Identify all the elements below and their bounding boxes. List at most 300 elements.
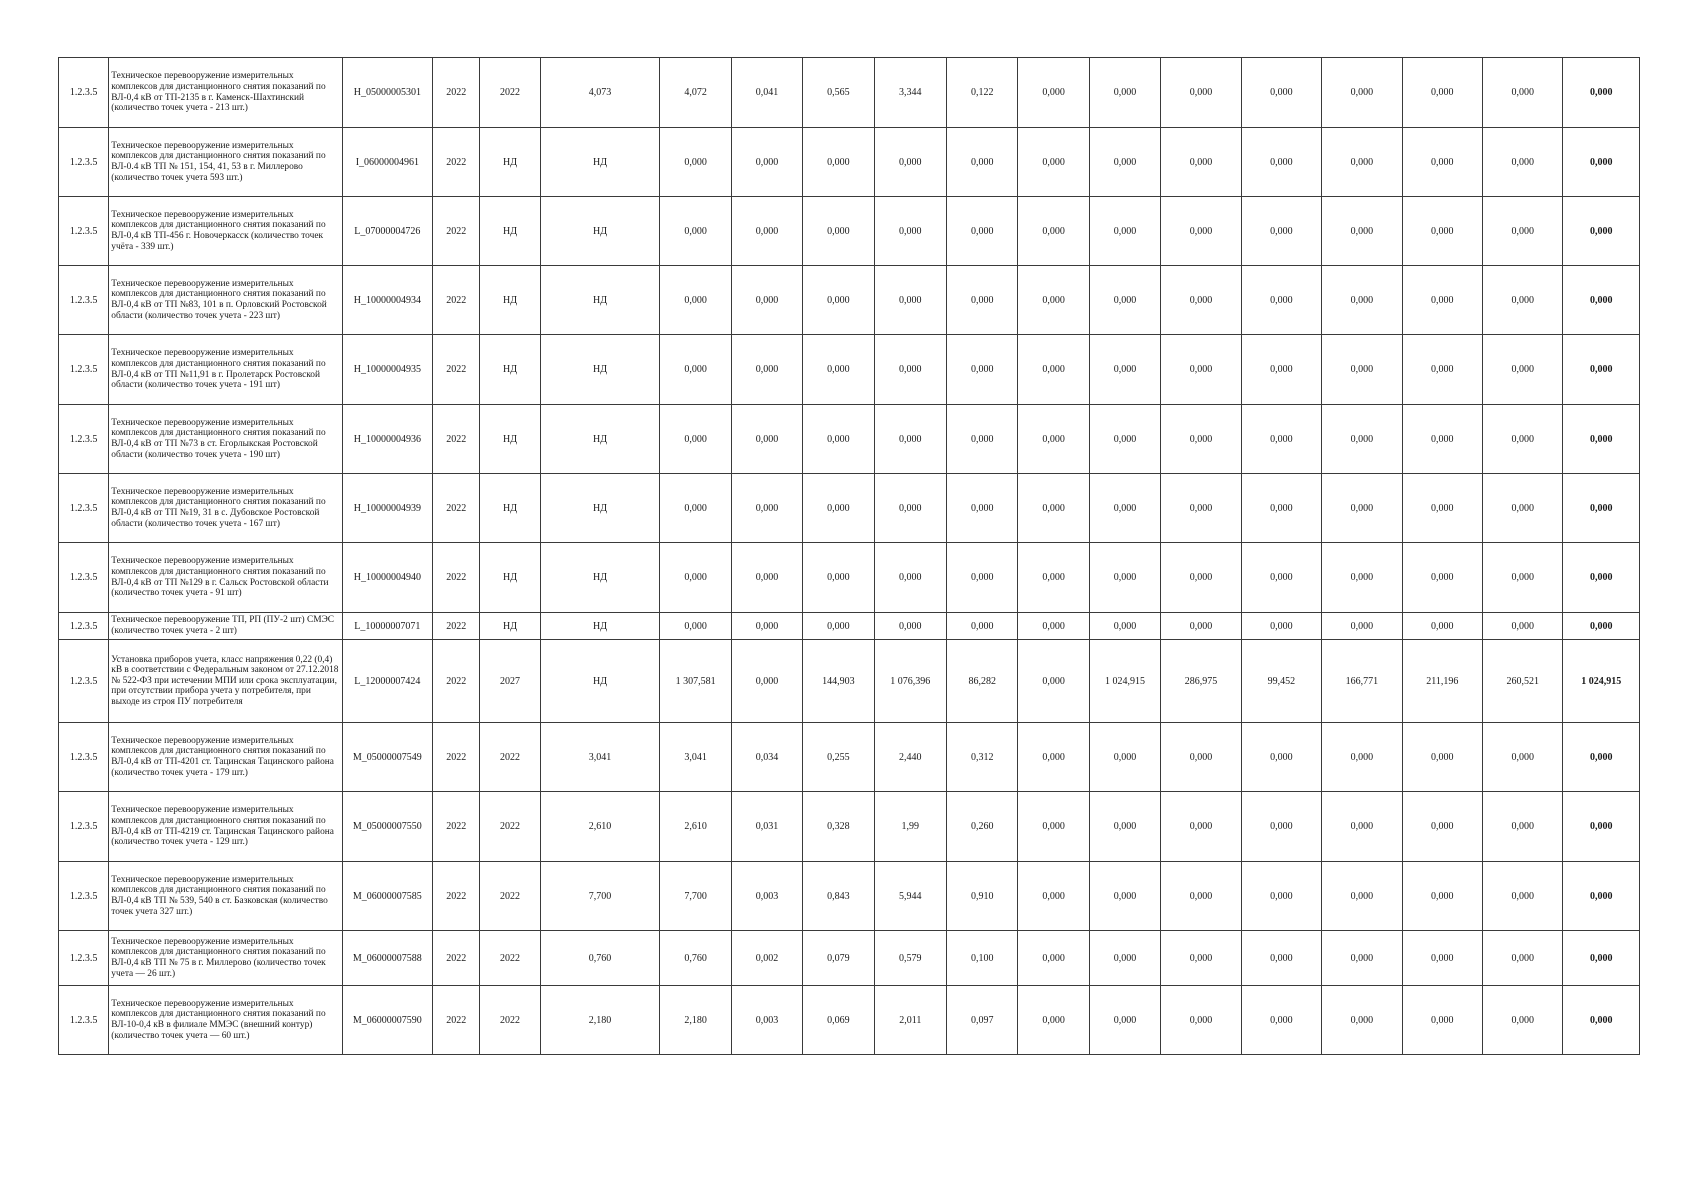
value-cell: 0,000: [1018, 792, 1089, 862]
value-cell: 0,000: [1089, 197, 1160, 266]
value-cell: 0,000: [947, 197, 1018, 266]
table-row: [59, 543, 1640, 613]
value-cell: 0,000: [874, 266, 946, 335]
table-row: [59, 405, 1640, 474]
value-cell: 0,000: [731, 474, 802, 543]
value-cell: 0,000: [1483, 723, 1563, 792]
total-cell: 0,000: [1563, 613, 1640, 640]
value-cell: 0,000: [1402, 197, 1482, 266]
total-cell: 0,000: [1563, 723, 1640, 792]
value-cell: 0,000: [1161, 931, 1241, 986]
value-cell: 0,000: [731, 128, 802, 197]
value-cell: 0,000: [1089, 405, 1160, 474]
value-cell: 0,000: [1018, 128, 1089, 197]
value-cell: 0,000: [947, 128, 1018, 197]
value-cell: 0,000: [803, 405, 874, 474]
value-cell: 0,000: [731, 640, 802, 723]
value-cell: 0,328: [803, 792, 874, 862]
value-cell: 1 024,915: [1089, 640, 1160, 723]
total-cell: 0,000: [1563, 986, 1640, 1055]
table-row: [59, 474, 1640, 543]
value-cell: 0,122: [947, 58, 1018, 128]
value-cell: 166,771: [1322, 640, 1402, 723]
value-cell: 2,180: [660, 986, 731, 1055]
value-cell: 0,000: [1483, 128, 1563, 197]
start-year: 2022: [433, 986, 480, 1055]
value-cell: 1 307,581: [660, 640, 731, 723]
end-year: 2022: [480, 986, 540, 1055]
project-name: Техническое перевооружение измерительных комплексов для дистанционного снятия показаний по ВЛ-0,4 кВ ТП № 75 в г. Миллерово (количество точек учета — 26 шт.): [109, 931, 342, 986]
project-name: Техническое перевооружение измерительных комплексов для дистанционного снятия показаний по ВЛ-0,4 кВ от ТП №73 в ст. Егорлыкская Ростовской области (количество точек учета - 190 шт): [109, 405, 342, 474]
investment-table: [58, 57, 1640, 1055]
value-cell: 0,069: [803, 986, 874, 1055]
total-cell: 1 024,915: [1563, 640, 1640, 723]
table-row: [59, 197, 1640, 266]
value-cell: 0,000: [1089, 723, 1160, 792]
value-cell: 86,282: [947, 640, 1018, 723]
end-year: НД: [480, 543, 540, 613]
total-cell: 0,000: [1563, 862, 1640, 931]
value-cell: 0,000: [660, 543, 731, 613]
value-cell: 0,000: [1402, 931, 1482, 986]
value-cell: 0,000: [1322, 613, 1402, 640]
value-cell: 0,000: [1018, 335, 1089, 405]
start-year: 2022: [433, 723, 480, 792]
value-cell: 0,000: [1089, 862, 1160, 931]
value-cell: 0,000: [1322, 58, 1402, 128]
total-cell: 0,000: [1563, 128, 1640, 197]
project-code: Н_10000004939: [342, 474, 433, 543]
value-cell: 0,000: [731, 613, 802, 640]
value-cell: 99,452: [1241, 640, 1321, 723]
planned-cost: НД: [540, 543, 660, 613]
value-cell: 0,000: [1322, 474, 1402, 543]
row-number: 1.2.3.5: [59, 613, 109, 640]
value-cell: 0,000: [1483, 405, 1563, 474]
project-name: Техническое перевооружение измерительных комплексов для дистанционного снятия показаний по ВЛ-0,4 кВ от ТП-4219 ст. Тацинская Тацинского района (количество точек учета - 129 шт.): [109, 792, 342, 862]
value-cell: 0,000: [1161, 58, 1241, 128]
project-code: M_05000007550: [342, 792, 433, 862]
value-cell: 0,000: [803, 197, 874, 266]
project-code: Н_05000005301: [342, 58, 433, 128]
value-cell: 0,002: [731, 931, 802, 986]
value-cell: 0,910: [947, 862, 1018, 931]
value-cell: 0,000: [660, 266, 731, 335]
start-year: 2022: [433, 474, 480, 543]
total-cell: 0,000: [1563, 58, 1640, 128]
value-cell: 0,000: [947, 543, 1018, 613]
value-cell: 0,000: [1402, 474, 1482, 543]
value-cell: 0,000: [1241, 723, 1321, 792]
row-number: 1.2.3.5: [59, 792, 109, 862]
value-cell: 0,000: [947, 335, 1018, 405]
value-cell: 0,000: [1018, 986, 1089, 1055]
project-name: Техническое перевооружение измерительных комплексов для дистанционного снятия показаний по ВЛ-10-0,4 кВ в филиале ММЭС (внешний контур) (количество точек учета — 60 шт.): [109, 986, 342, 1055]
planned-cost: НД: [540, 335, 660, 405]
value-cell: 0,000: [731, 543, 802, 613]
value-cell: 0,000: [947, 613, 1018, 640]
value-cell: 0,000: [1322, 128, 1402, 197]
project-code: L_07000004726: [342, 197, 433, 266]
project-code: I_06000004961: [342, 128, 433, 197]
value-cell: 0,041: [731, 58, 802, 128]
value-cell: 0,000: [1089, 474, 1160, 543]
value-cell: 0,000: [1089, 931, 1160, 986]
planned-cost: 2,180: [540, 986, 660, 1055]
value-cell: 7,700: [660, 862, 731, 931]
table-row: [59, 640, 1640, 723]
table-body: [59, 58, 1640, 1055]
value-cell: 0,000: [803, 335, 874, 405]
value-cell: 0,000: [1322, 792, 1402, 862]
planned-cost: НД: [540, 266, 660, 335]
value-cell: 1,99: [874, 792, 946, 862]
value-cell: 0,000: [1241, 613, 1321, 640]
value-cell: 4,072: [660, 58, 731, 128]
value-cell: 0,000: [1322, 723, 1402, 792]
end-year: НД: [480, 197, 540, 266]
value-cell: 0,000: [1241, 862, 1321, 931]
value-cell: 0,000: [1089, 128, 1160, 197]
total-cell: 0,000: [1563, 543, 1640, 613]
project-name: Техническое перевооружение ТП, РП (ПУ-2 шт) СМЭС (количество точек учета - 2 шт): [109, 613, 342, 640]
row-number: 1.2.3.5: [59, 474, 109, 543]
value-cell: 0,000: [660, 405, 731, 474]
value-cell: 0,000: [874, 197, 946, 266]
table-row: [59, 723, 1640, 792]
row-number: 1.2.3.5: [59, 128, 109, 197]
value-cell: 0,000: [1483, 335, 1563, 405]
value-cell: 0,034: [731, 723, 802, 792]
row-number: 1.2.3.5: [59, 405, 109, 474]
value-cell: 0,000: [1018, 723, 1089, 792]
value-cell: 0,000: [1402, 723, 1482, 792]
value-cell: 0,000: [1161, 266, 1241, 335]
value-cell: 0,000: [1161, 335, 1241, 405]
start-year: 2022: [433, 543, 480, 613]
value-cell: 0,000: [1322, 862, 1402, 931]
value-cell: 0,000: [1018, 58, 1089, 128]
start-year: 2022: [433, 58, 480, 128]
project-name: Техническое перевооружение измерительных комплексов для дистанционного снятия показаний по ВЛ-0,4 кВ от ТП-2135 в г. Каменск-Шахтинский (количество точек учета - 213 шт.): [109, 58, 342, 128]
value-cell: 0,000: [1322, 335, 1402, 405]
value-cell: 0,000: [803, 613, 874, 640]
value-cell: 0,000: [1402, 58, 1482, 128]
planned-cost: НД: [540, 613, 660, 640]
value-cell: 0,000: [1483, 931, 1563, 986]
value-cell: 0,000: [660, 128, 731, 197]
planned-cost: НД: [540, 474, 660, 543]
value-cell: 0,003: [731, 862, 802, 931]
planned-cost: 0,760: [540, 931, 660, 986]
project-name: Техническое перевооружение измерительных комплексов для дистанционного снятия показаний по ВЛ-0,4 кВ от ТП №83, 101 в п. Орловский Ростовской области (количество точек учета - 223 шт): [109, 266, 342, 335]
end-year: 2022: [480, 792, 540, 862]
value-cell: 0,000: [874, 474, 946, 543]
value-cell: 0,000: [1322, 931, 1402, 986]
value-cell: 0,000: [1089, 58, 1160, 128]
value-cell: 0,000: [1402, 266, 1482, 335]
value-cell: 0,000: [1089, 335, 1160, 405]
table-row: [59, 986, 1640, 1055]
value-cell: 0,000: [1241, 474, 1321, 543]
value-cell: 0,031: [731, 792, 802, 862]
value-cell: 0,000: [1322, 197, 1402, 266]
start-year: 2022: [433, 931, 480, 986]
value-cell: 0,100: [947, 931, 1018, 986]
value-cell: 0,000: [1089, 543, 1160, 613]
start-year: 2022: [433, 613, 480, 640]
value-cell: 0,000: [874, 613, 946, 640]
value-cell: 0,000: [1161, 986, 1241, 1055]
project-name: Техническое перевооружение измерительных комплексов для дистанционного снятия показаний по ВЛ-0.4 кВ ТП № 151, 154, 41, 53 в г. Миллерово (количество точек учета 593 шт.): [109, 128, 342, 197]
value-cell: 0,000: [1161, 197, 1241, 266]
end-year: НД: [480, 613, 540, 640]
value-cell: 0,000: [1241, 58, 1321, 128]
planned-cost: 2,610: [540, 792, 660, 862]
value-cell: 0,000: [1322, 405, 1402, 474]
value-cell: 0,000: [1402, 335, 1482, 405]
value-cell: 0,000: [1402, 862, 1482, 931]
end-year: НД: [480, 405, 540, 474]
table-row: [59, 128, 1640, 197]
row-number: 1.2.3.5: [59, 723, 109, 792]
value-cell: 0,000: [1018, 613, 1089, 640]
start-year: 2022: [433, 266, 480, 335]
value-cell: 0,579: [874, 931, 946, 986]
value-cell: 211,196: [1402, 640, 1482, 723]
value-cell: 0,843: [803, 862, 874, 931]
start-year: 2022: [433, 405, 480, 474]
project-code: M_05000007549: [342, 723, 433, 792]
value-cell: 1 076,396: [874, 640, 946, 723]
value-cell: 0,000: [660, 335, 731, 405]
total-cell: 0,000: [1563, 335, 1640, 405]
value-cell: 0,000: [660, 197, 731, 266]
value-cell: 0,000: [1241, 197, 1321, 266]
value-cell: 0,000: [1402, 792, 1482, 862]
start-year: 2022: [433, 335, 480, 405]
value-cell: 2,440: [874, 723, 946, 792]
value-cell: 0,000: [803, 266, 874, 335]
value-cell: 0,000: [1402, 613, 1482, 640]
value-cell: 0,000: [947, 266, 1018, 335]
project-name: Техническое перевооружение измерительных комплексов для дистанционного снятия показаний по ВЛ-0,4 кВ от ТП №129 в г. Сальск Ростовской области (количество точек учета - 91 шт): [109, 543, 342, 613]
planned-cost: НД: [540, 405, 660, 474]
value-cell: 0,000: [1483, 266, 1563, 335]
value-cell: 0,000: [1322, 986, 1402, 1055]
project-name: Установка приборов учета, класс напряжения 0,22 (0,4) кВ в соответствии с Федеральным законом от 27.12.2018 № 522-ФЗ при истечении МПИ или срока эксплуатации, при отсутствии прибора учета у потребителя, при выходе из строя ПУ потребителя: [109, 640, 342, 723]
project-code: M_06000007585: [342, 862, 433, 931]
value-cell: 0,000: [1018, 266, 1089, 335]
table-row: [59, 335, 1640, 405]
row-number: 1.2.3.5: [59, 986, 109, 1055]
row-number: 1.2.3.5: [59, 266, 109, 335]
project-code: M_06000007590: [342, 986, 433, 1055]
value-cell: 0,260: [947, 792, 1018, 862]
value-cell: 0,000: [731, 405, 802, 474]
value-cell: 0,000: [1241, 266, 1321, 335]
row-number: 1.2.3.5: [59, 931, 109, 986]
value-cell: 0,255: [803, 723, 874, 792]
planned-cost: 4,073: [540, 58, 660, 128]
value-cell: 0,000: [1483, 474, 1563, 543]
project-code: L_10000007071: [342, 613, 433, 640]
end-year: НД: [480, 474, 540, 543]
end-year: НД: [480, 128, 540, 197]
value-cell: 0,000: [1241, 335, 1321, 405]
value-cell: 2,610: [660, 792, 731, 862]
value-cell: 144,903: [803, 640, 874, 723]
value-cell: 0,000: [1018, 931, 1089, 986]
value-cell: 0,000: [1018, 474, 1089, 543]
value-cell: 0,000: [1161, 613, 1241, 640]
project-code: L_12000007424: [342, 640, 433, 723]
value-cell: 0,000: [1241, 986, 1321, 1055]
value-cell: 0,000: [1402, 128, 1482, 197]
value-cell: 5,944: [874, 862, 946, 931]
value-cell: 0,000: [874, 543, 946, 613]
value-cell: 0,565: [803, 58, 874, 128]
value-cell: 260,521: [1483, 640, 1563, 723]
value-cell: 0,000: [660, 474, 731, 543]
project-code: Н_10000004934: [342, 266, 433, 335]
start-year: 2022: [433, 792, 480, 862]
value-cell: 0,000: [1241, 792, 1321, 862]
planned-cost: НД: [540, 128, 660, 197]
value-cell: 0,000: [1322, 266, 1402, 335]
value-cell: 0,000: [1161, 792, 1241, 862]
value-cell: 0,312: [947, 723, 1018, 792]
planned-cost: 3,041: [540, 723, 660, 792]
value-cell: 0,000: [1483, 58, 1563, 128]
end-year: 2022: [480, 723, 540, 792]
table-row: [59, 266, 1640, 335]
row-number: 1.2.3.5: [59, 197, 109, 266]
start-year: 2022: [433, 128, 480, 197]
row-number: 1.2.3.5: [59, 335, 109, 405]
value-cell: 0,000: [1241, 128, 1321, 197]
value-cell: 286,975: [1161, 640, 1241, 723]
value-cell: 0,000: [1402, 543, 1482, 613]
project-code: M_06000007588: [342, 931, 433, 986]
value-cell: 3,344: [874, 58, 946, 128]
value-cell: 0,000: [731, 197, 802, 266]
value-cell: 0,000: [660, 613, 731, 640]
value-cell: 0,000: [1483, 543, 1563, 613]
value-cell: 0,000: [1402, 405, 1482, 474]
value-cell: 3,041: [660, 723, 731, 792]
end-year: НД: [480, 335, 540, 405]
table-row: [59, 613, 1640, 640]
start-year: 2022: [433, 640, 480, 723]
value-cell: 0,000: [1161, 723, 1241, 792]
value-cell: 0,000: [1018, 405, 1089, 474]
value-cell: 0,000: [803, 474, 874, 543]
planned-cost: НД: [540, 197, 660, 266]
value-cell: 0,000: [1161, 862, 1241, 931]
value-cell: 0,000: [1089, 792, 1160, 862]
value-cell: 0,000: [1018, 640, 1089, 723]
total-cell: 0,000: [1563, 197, 1640, 266]
project-name: Техническое перевооружение измерительных комплексов для дистанционного снятия показаний по ВЛ-0,4 кВ ТП № 539, 540 в ст. Базковская (количество точек учета 327 шт.): [109, 862, 342, 931]
end-year: 2027: [480, 640, 540, 723]
value-cell: 0,000: [947, 405, 1018, 474]
project-name: Техническое перевооружение измерительных комплексов для дистанционного снятия показаний по ВЛ-0,4 кВ от ТП-4201 ст. Тацинская Тацинского района (количество точек учета - 179 шт.): [109, 723, 342, 792]
table-row: [59, 862, 1640, 931]
start-year: 2022: [433, 862, 480, 931]
value-cell: 0,000: [947, 474, 1018, 543]
value-cell: 0,000: [1089, 266, 1160, 335]
value-cell: 0,000: [1161, 474, 1241, 543]
project-name: Техническое перевооружение измерительных комплексов для дистанционного снятия показаний по ВЛ-0,4 кВ от ТП №11,91 в г. Пролетарск Ростовской области (количество точек учета - 191 шт): [109, 335, 342, 405]
project-name: Техническое перевооружение измерительных комплексов для дистанционного снятия показаний по ВЛ-0,4 кВ от ТП №19, 31 в с. Дубовское Ростовской области (количество точек учета - 167 шт): [109, 474, 342, 543]
value-cell: 0,000: [874, 405, 946, 474]
value-cell: 0,003: [731, 986, 802, 1055]
value-cell: 0,000: [1483, 613, 1563, 640]
row-number: 1.2.3.5: [59, 58, 109, 128]
value-cell: 0,000: [874, 335, 946, 405]
end-year: 2022: [480, 58, 540, 128]
value-cell: 0,000: [1089, 613, 1160, 640]
total-cell: 0,000: [1563, 405, 1640, 474]
planned-cost: НД: [540, 640, 660, 723]
value-cell: 0,000: [803, 543, 874, 613]
value-cell: 0,000: [1241, 405, 1321, 474]
table-row: [59, 58, 1640, 128]
value-cell: 0,000: [1018, 862, 1089, 931]
project-code: Н_10000004936: [342, 405, 433, 474]
start-year: 2022: [433, 197, 480, 266]
value-cell: 0,000: [1161, 405, 1241, 474]
project-code: Н_10000004940: [342, 543, 433, 613]
value-cell: 0,000: [1322, 543, 1402, 613]
value-cell: 0,000: [1241, 931, 1321, 986]
value-cell: 2,011: [874, 986, 946, 1055]
total-cell: 0,000: [1563, 474, 1640, 543]
value-cell: 0,000: [731, 266, 802, 335]
value-cell: 0,000: [1161, 543, 1241, 613]
total-cell: 0,000: [1563, 266, 1640, 335]
end-year: 2022: [480, 862, 540, 931]
project-name: Техническое перевооружение измерительных комплексов для дистанционного снятия показаний по ВЛ-0,4 кВ ТП-456 г. Новочеркасск (количество точек учёта - 339 шт.): [109, 197, 342, 266]
row-number: 1.2.3.5: [59, 862, 109, 931]
value-cell: 0,000: [1402, 986, 1482, 1055]
value-cell: 0,000: [1018, 543, 1089, 613]
row-number: 1.2.3.5: [59, 543, 109, 613]
planned-cost: 7,700: [540, 862, 660, 931]
value-cell: 0,000: [1483, 197, 1563, 266]
project-code: Н_10000004935: [342, 335, 433, 405]
value-cell: 0,760: [660, 931, 731, 986]
value-cell: 0,000: [731, 335, 802, 405]
table-row: [59, 792, 1640, 862]
value-cell: 0,097: [947, 986, 1018, 1055]
total-cell: 0,000: [1563, 931, 1640, 986]
value-cell: 0,000: [1483, 792, 1563, 862]
value-cell: 0,000: [1018, 197, 1089, 266]
total-cell: 0,000: [1563, 792, 1640, 862]
row-number: 1.2.3.5: [59, 640, 109, 723]
table-row: [59, 931, 1640, 986]
value-cell: 0,000: [874, 128, 946, 197]
value-cell: 0,079: [803, 931, 874, 986]
value-cell: 0,000: [1483, 986, 1563, 1055]
value-cell: 0,000: [1089, 986, 1160, 1055]
value-cell: 0,000: [1241, 543, 1321, 613]
value-cell: 0,000: [1161, 128, 1241, 197]
value-cell: 0,000: [1483, 862, 1563, 931]
value-cell: 0,000: [803, 128, 874, 197]
